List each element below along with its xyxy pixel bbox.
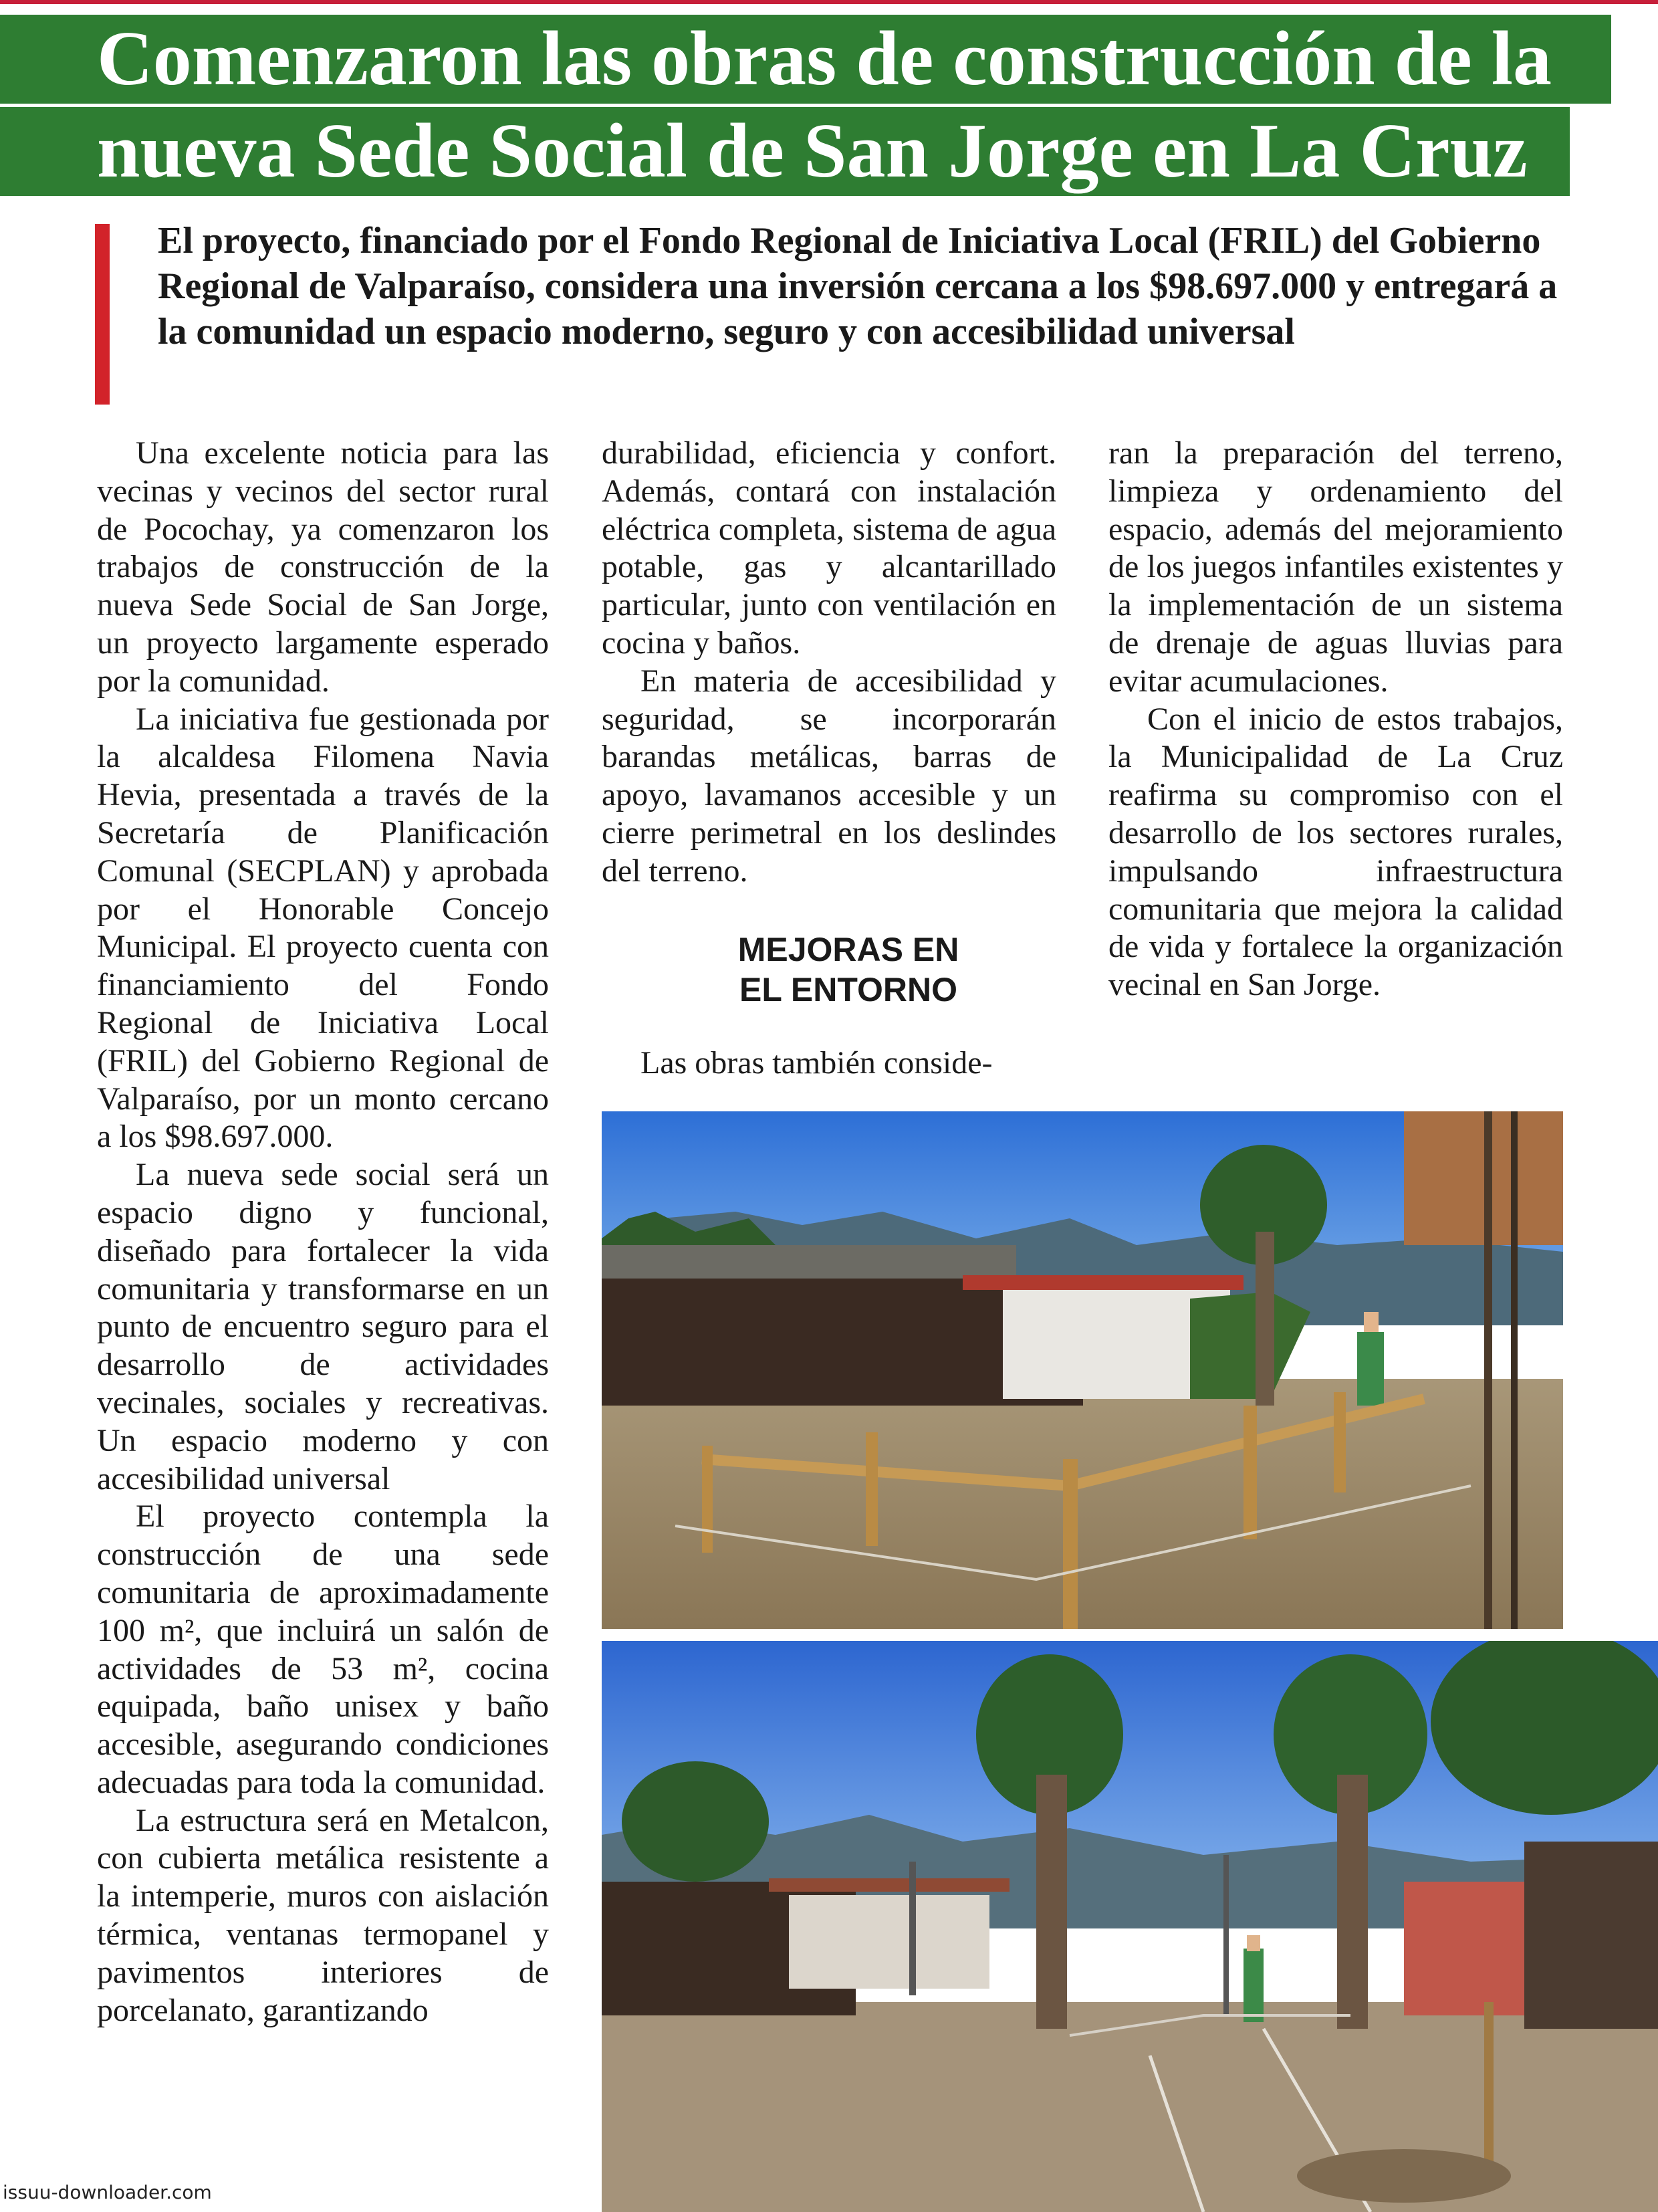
- body-paragraph: ran la preparación del terreno, limpieza y ordenamiento del espacio, además del mejoramiento de los juegos infantiles existentes y la implementación de un sistema de drenaje de aguas lluvias para evitar acumulaciones.: [1108, 435, 1563, 699]
- headline-line-1: Comenzaron las obras de construcción de la: [97, 16, 1552, 102]
- body-paragraph: durabilidad, eficiencia y confort. Además, contará con instalación eléctrica completa, sistema de agua potable, gas y alcantarillado particular, junto con ventilación en cocina y baños.: [602, 435, 1056, 661]
- body-paragraph: Con el inicio de estos trabajos, la Municipalidad de La Cruz reafirma su compromiso con el desarrollo de los sectores rurales, impulsando infraestructura comunitaria que mejora la calidad de vida y fortalece la organización vecinal en San Jorge.: [1108, 701, 1563, 1003]
- body-paragraph: La nueva sede social será un espacio digno y funcional, diseñado para fortalecer la vida comunitaria y transformarse en un punto de encuentro seguro para el desarrollo de actividades vecinales, sociales y recreativas. Un espacio moderno y con accesibilidad universal: [97, 1157, 549, 1497]
- section-subhead-line-2: EL ENTORNO: [739, 970, 957, 1008]
- site-photo-2: [602, 1641, 1658, 2212]
- body-paragraph: La estructura será en Metalcon, con cubierta metálica resistente a la intemperie, muros con aislación térmica, ventanas termopanel y pavimentos interiores de porcelanato, garantizando: [97, 1802, 549, 2028]
- site-photo-1: [602, 1111, 1563, 1629]
- lead-accent-bar: [95, 224, 110, 405]
- column-3: [1108, 435, 1563, 1004]
- body-paragraph: El proyecto contempla la construcción de una sede comunitaria de aproximadamente 100 m², que incluirá un salón de actividades de 53 m², cocina equipada, baño unisex y baño accesible, asegurando condiciones adecuadas para toda la comunidad.: [97, 1499, 549, 1800]
- body-paragraph: La iniciativa fue gestionada por la alcaldesa Filomena Navia Hevia, presentada a través de la Secretaría de Planificación Comunal (SECPLAN) y aprobada por el Honorable Concejo Municipal. El proyecto cuenta con financiamiento del Fondo Regional de Iniciativa Local (FRIL) del Gobierno Regional de Valparaíso, por un monto cercano a los $98.697.000.: [97, 701, 549, 1155]
- column-2: [602, 435, 1056, 1082]
- body-paragraph: Las obras también conside-: [640, 1044, 993, 1081]
- body-paragraph: Una excelente noticia para las vecinas y vecinos del sector rural de Pocochay, ya comenzaron los trabajos de construcción de la nueva Sede Social de San Jorge, un proyecto largamente esperado por la comunidad.: [97, 435, 549, 699]
- lead-paragraph: El proyecto, financiado por el Fondo Regional de Iniciativa Local (FRIL) del Gobierno Regional de Valparaíso, considera una inversión cercana a los $98.697.000 y entregará a la comunidad un espacio moderno, seguro y con accesibilidad universal: [158, 220, 1558, 352]
- section-subhead-line-1: MEJORAS EN: [737, 930, 959, 968]
- body-paragraph: En materia de accesibilidad y seguridad, se incorporarán barandas metálicas, barras de apoyo, lavamanos accesible y un cierre perimetral en los deslindes del terreno.: [602, 663, 1056, 889]
- watermark: issuu-downloader.com: [3, 2181, 212, 2203]
- top-rule: [0, 0, 1658, 4]
- headline-line-2: nueva Sede Social de San Jorge en La Cruz: [97, 108, 1528, 194]
- column-1: [97, 435, 549, 2029]
